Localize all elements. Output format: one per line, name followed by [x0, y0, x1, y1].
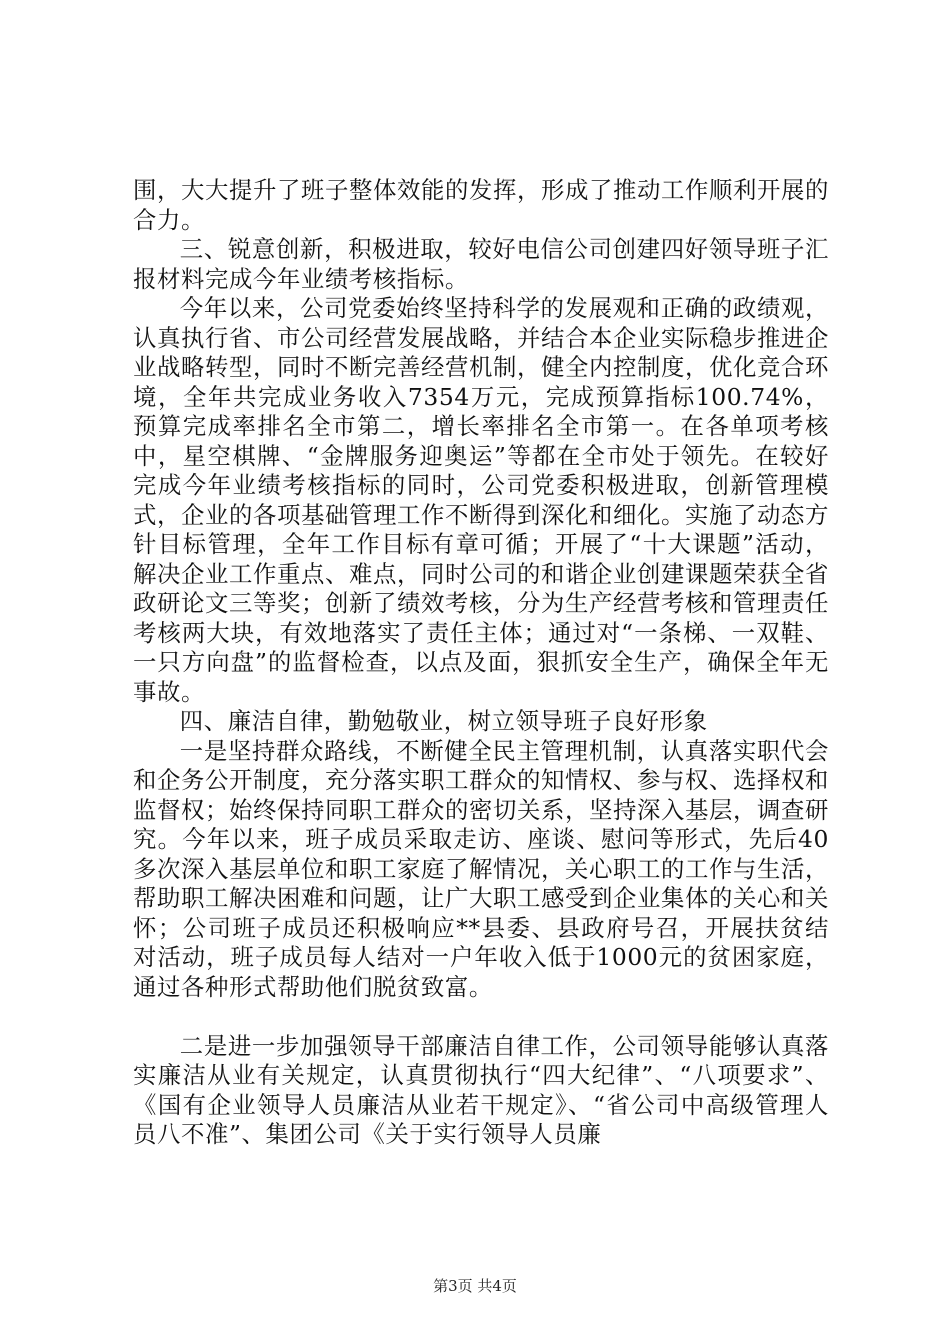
paragraph-continuation: 围，大大提升了班子整体效能的发挥，形成了推动工作顺利开展的合力。 — [133, 176, 829, 234]
section-heading-four: 四、廉洁自律，勤勉敬业，树立领导班子良好形象 — [179, 707, 708, 735]
paragraph-performance: 今年以来，公司党委始终坚持科学的发展观和正确的政绩观，认真执行省、市公司经营发展战略，并结合本企业实际稳步推进企业战略转型，同时不断完善经营机制，健全内控制度，优化竞合环境，全年共完成业务收入7354万元，完成预算指标100.74%，预算完成率排名全市第二，增长率排名全市第一。在各单项考核中，星空棋牌、“金牌服务迎奥运”等都在全市处于领先。在较好完成今年业绩考核指标的同时，公司党委积极进取，创新管理模式，企业的各项基础管理工作不断得到深化和细化。实施了动态方针目标管理，全年工作目标有章可循；开展了“十大课题”活动，解决企业工作重点、难点，同时公司的和谐企业创建课题荣获全省政研论文三等奖；创新了绩效考核，分为生产经营考核和管理责任考核两大块，有效地落实了责任主体；通过对“一条梯、一双鞋、一只方向盘”的监督检查，以点及面，狠抓安全生产，确保全年无事故。 — [133, 294, 829, 706]
section-heading-three: 三、锐意创新，积极进取，较好电信公司创建四好领导班子汇报材料完成今年业绩考核指标。 — [133, 235, 829, 293]
paragraph-gap — [133, 1002, 829, 1032]
paragraph-integrity: 二是进一步加强领导干部廉洁自律工作，公司领导能够认真落实廉洁从业有关规定，认真贯彻执行“四大纪律”、“八项要求”、《国有企业领导人员廉洁从业若干规定》、“省公司中高级管理人员八不准”、集团公司《关于实行领导人员廉 — [133, 1031, 829, 1148]
document-body — [133, 176, 829, 1150]
paragraph-mass-line: 一是坚持群众路线，不断健全民主管理机制，认真落实职代会和企务公开制度，充分落实职工群众的知情权、参与权、选择权和监督权；始终保持同职工群众的密切关系，坚持深入基层，调查研究。今年以来，班子成员采取走访、座谈、慰问等形式，先后40多次深入基层单位和职工家庭了解情况，关心职工的工作与生活，帮助职工解决困难和问题，让广大职工感受到企业集体的关心和关怀；公司班子成员还积极响应**县委、县政府号召，开展扶贫结对活动，班子成员每人结对一户年收入低于1000元的贫困家庭，通过各种形式帮助他们脱贫致富。 — [133, 736, 829, 1001]
page-number-footer: 第3页 共4页 — [433, 1277, 517, 1295]
